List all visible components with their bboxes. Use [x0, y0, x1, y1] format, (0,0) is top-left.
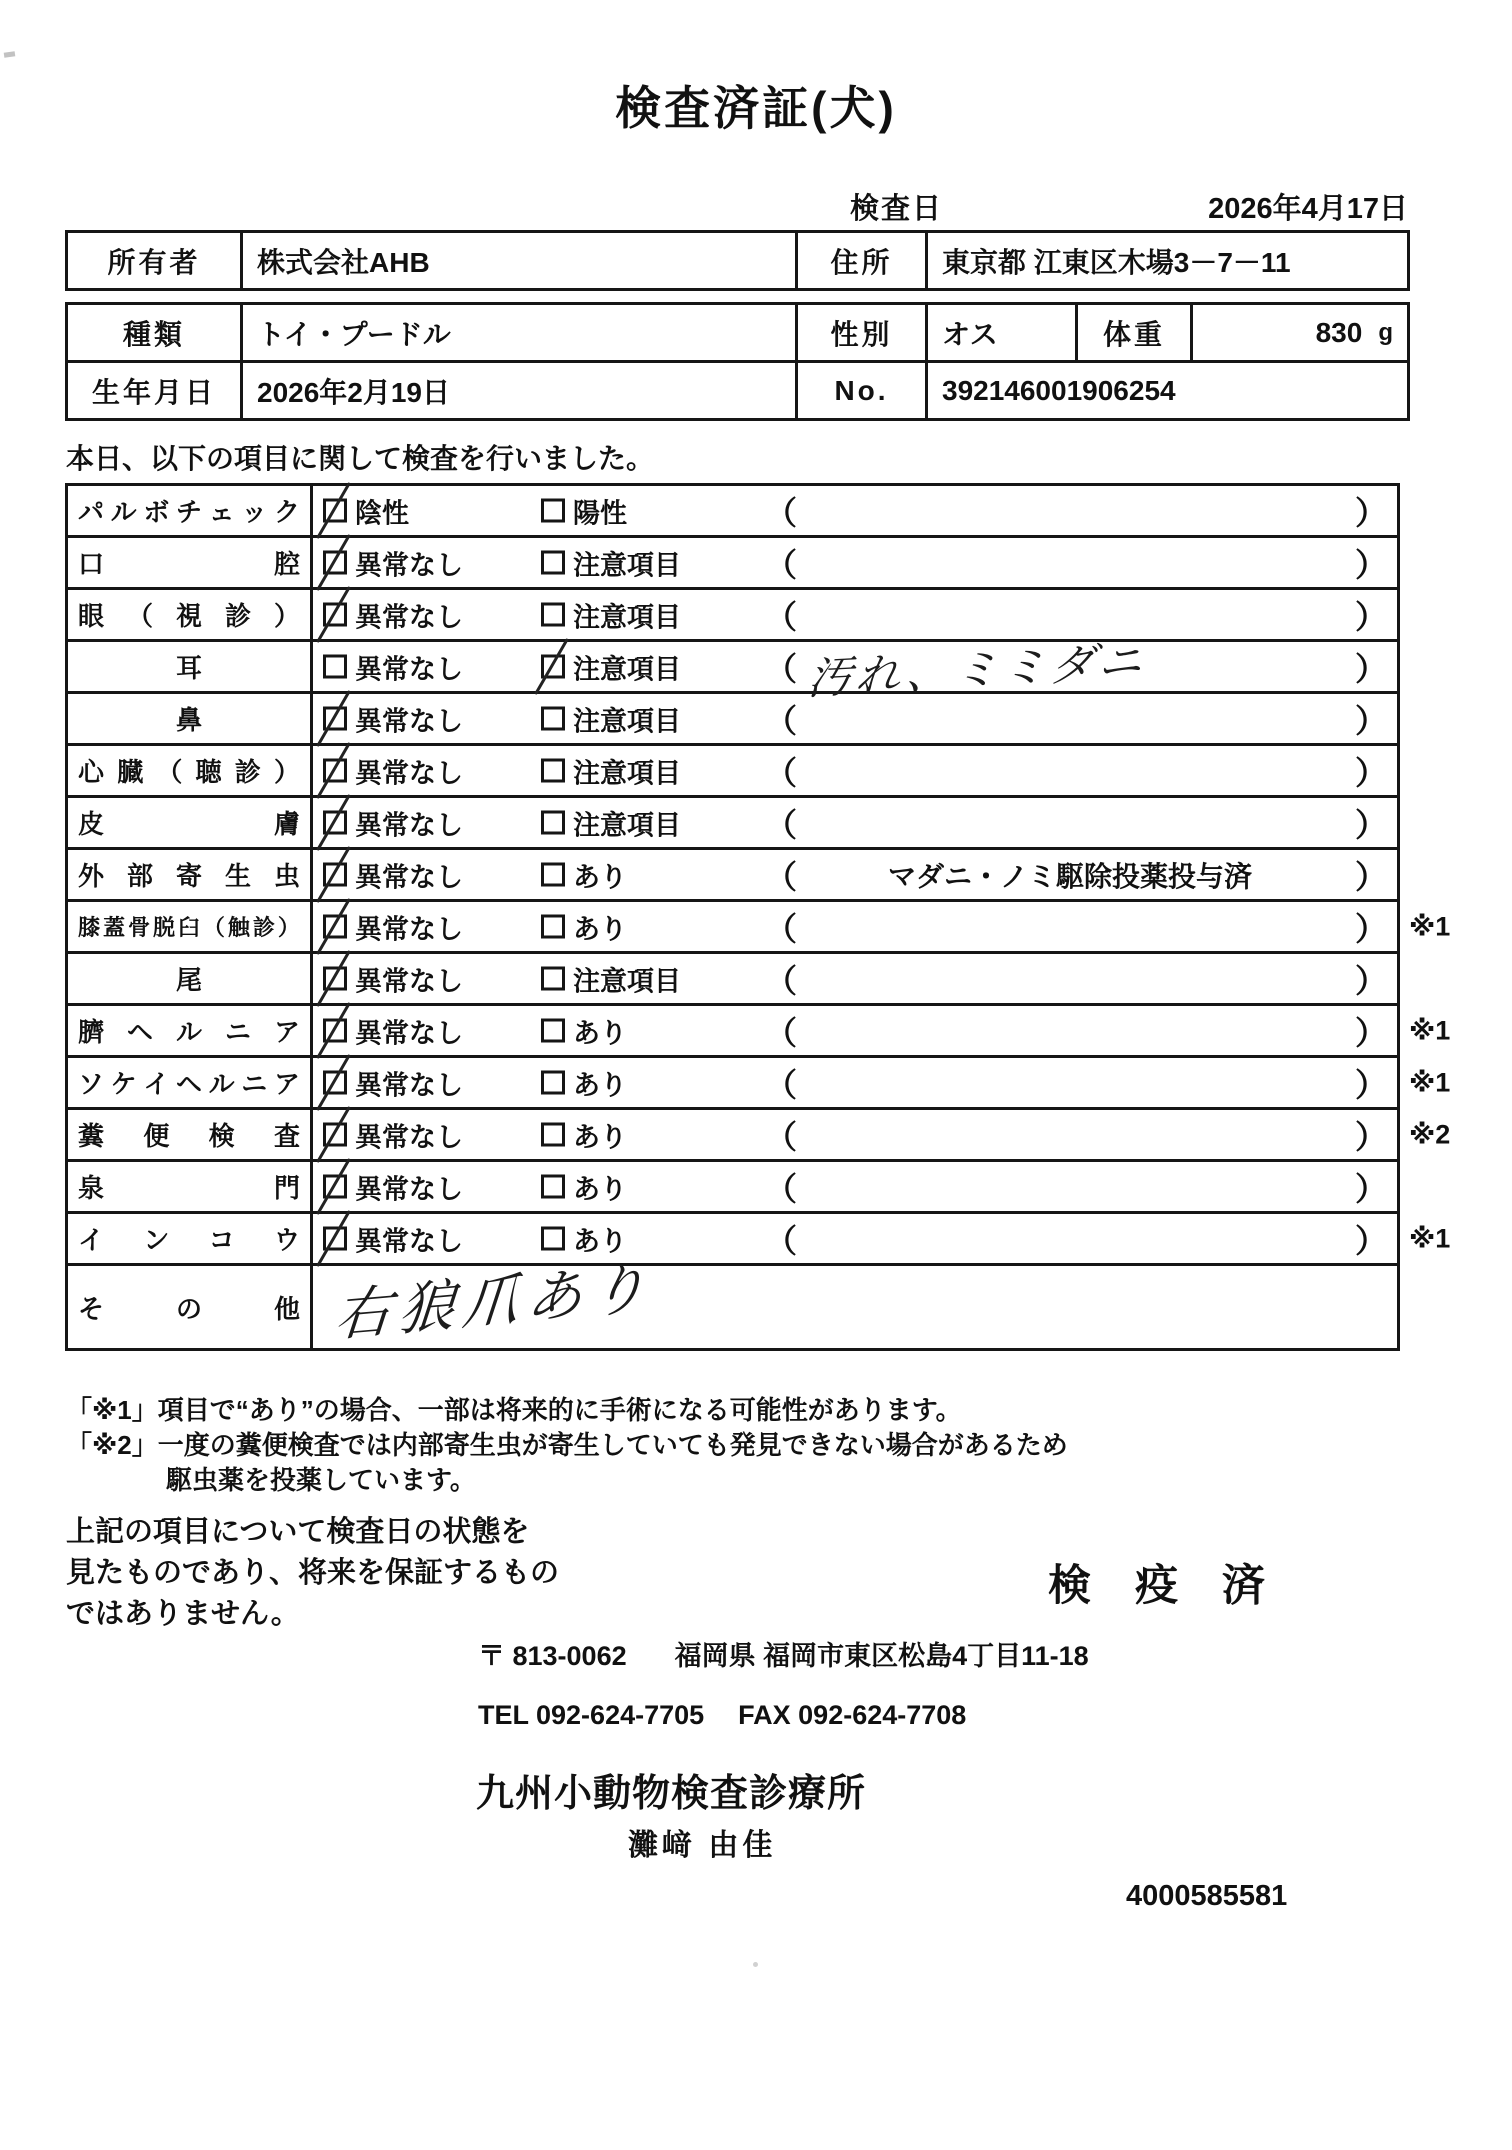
checkbox	[541, 707, 565, 731]
checkbox-checked	[323, 1175, 347, 1199]
paren-close: ）	[1354, 650, 1387, 687]
checkbox-checked	[323, 915, 347, 939]
checkbox	[541, 1019, 565, 1043]
item-char: 聴	[195, 757, 222, 787]
checkbox-unchecked	[541, 1175, 565, 1199]
item-char: 蓋	[102, 915, 125, 940]
checkbox-option	[541, 647, 681, 686]
checkbox-option	[323, 907, 463, 946]
item-char: 触	[227, 915, 250, 940]
checkbox	[541, 759, 565, 783]
weight-number: 830	[1315, 316, 1363, 348]
item-char: 外	[78, 861, 105, 891]
checkbox-option	[323, 1115, 463, 1154]
footnote-mark: ※2	[1409, 1119, 1451, 1149]
item-char: ）	[273, 601, 300, 631]
option-label: 異常なし	[355, 706, 463, 736]
item-label	[68, 850, 313, 899]
checkbox	[541, 811, 565, 835]
paren-close: ）	[1354, 754, 1387, 791]
checkbox-option	[541, 959, 681, 998]
item-char: ケ	[110, 1069, 137, 1099]
result-cell	[313, 1058, 1397, 1107]
checkbox-option	[323, 543, 463, 582]
result-cell	[313, 1006, 1397, 1055]
disclaimer	[66, 1512, 559, 1635]
option-label: 異常なし	[355, 602, 463, 632]
inspection-row	[68, 1110, 1451, 1162]
item-char: 泉	[78, 1173, 105, 1203]
id-number-value: 392146001906254	[942, 374, 1176, 406]
option-label: あり	[573, 1174, 627, 1204]
checkbox	[323, 655, 347, 679]
checkbox-unchecked	[541, 603, 565, 627]
checkbox	[541, 1071, 565, 1095]
option-label: 異常なし	[355, 1070, 463, 1100]
tel-number: TEL 092-624-7705	[478, 1700, 705, 1730]
item-char: ル	[208, 1069, 235, 1099]
checkbox	[541, 499, 565, 523]
paren-open: （	[765, 806, 798, 843]
option-label: あり	[573, 1070, 627, 1100]
paren-open: （	[765, 754, 798, 791]
exam-date-value: 2026年4月17日	[1208, 193, 1408, 225]
checkbox-option	[323, 855, 463, 894]
item-label	[68, 798, 313, 847]
paren-open: （	[765, 1066, 798, 1103]
exam-date-label: 検査日	[850, 193, 944, 225]
option-label: 注意項目	[573, 706, 681, 736]
item-char: ニ	[224, 1017, 251, 1047]
inspection-row	[68, 954, 1397, 1006]
checkbox-option	[541, 1011, 627, 1050]
disclaimer-line-1: 上記の項目について検査日の状態を	[66, 1516, 530, 1548]
option-label: 注意項目	[573, 810, 681, 840]
option-label: あり	[573, 914, 627, 944]
paren-close: ）	[1354, 806, 1387, 843]
item-char: そ	[78, 1293, 105, 1324]
paren-text: マダニ・ノミ駆除投薬投与済	[887, 860, 1252, 892]
paren-close: ）	[1354, 1014, 1387, 1051]
result-cell	[313, 746, 1397, 795]
species-value: トイ・プードル	[243, 305, 798, 360]
result-cell	[313, 538, 1397, 587]
item-char: 心	[78, 757, 105, 787]
paren-open: （	[765, 1014, 798, 1051]
checkbox-option	[541, 751, 681, 790]
result-cell	[313, 1214, 1397, 1263]
checkbox-unchecked	[541, 707, 565, 731]
sex-value: オス	[928, 305, 1078, 360]
checkbox-checked	[323, 499, 347, 523]
checkbox	[541, 1175, 565, 1199]
checkbox-unchecked	[541, 811, 565, 835]
checkbox-option	[541, 1063, 627, 1102]
item-char: ヘ	[126, 1017, 153, 1047]
exam-date-row	[0, 186, 1512, 225]
paren-close: ）	[1354, 1170, 1387, 1207]
checkbox-checked	[323, 1227, 347, 1251]
item-label	[68, 1006, 313, 1055]
checkbox	[541, 603, 565, 627]
result-cell	[313, 486, 1397, 535]
item-char: 他	[273, 1293, 300, 1324]
inspection-row	[68, 902, 1451, 954]
item-char: コ	[208, 1225, 235, 1255]
item-char: 査	[273, 1121, 300, 1151]
checkbox-option	[541, 491, 627, 530]
item-label	[68, 746, 313, 795]
checkbox-option	[323, 803, 463, 842]
item-char: 診	[252, 915, 275, 940]
item-char: 生	[224, 861, 251, 891]
fax-number: FAX 092-624-7708	[738, 1700, 967, 1730]
item-char: ボ	[143, 497, 170, 527]
option-label: 異常なし	[355, 1174, 463, 1204]
item-char: ウ	[273, 1225, 300, 1255]
result-cell	[313, 590, 1397, 639]
option-label: 異常なし	[355, 1122, 463, 1152]
checkbox-unchecked	[323, 655, 347, 679]
owner-name: 株式会社AHB	[243, 233, 798, 288]
item-char: の	[175, 1293, 202, 1324]
checkbox-option	[541, 803, 681, 842]
checkbox-option	[541, 855, 627, 894]
paren-open: （	[765, 910, 798, 947]
inspection-row	[68, 636, 1397, 706]
item-char: イ	[78, 1225, 105, 1255]
item-char: 糞	[78, 1121, 105, 1151]
checkbox-option	[323, 699, 463, 738]
checkbox-option	[541, 1115, 627, 1154]
checkbox-checked	[541, 655, 565, 679]
item-char: （	[126, 601, 153, 631]
checkbox-checked	[323, 1071, 347, 1095]
checkbox	[541, 551, 565, 575]
option-label: 注意項目	[573, 550, 681, 580]
option-label: 注意項目	[573, 602, 681, 632]
checkbox	[541, 915, 565, 939]
item-char: ェ	[208, 497, 235, 527]
checkbox	[541, 863, 565, 887]
paren-close: ）	[1354, 598, 1387, 635]
item-char: ル	[110, 497, 137, 527]
option-label: 注意項目	[573, 966, 681, 996]
paren-close: ）	[1354, 910, 1387, 947]
checkbox-unchecked	[541, 1123, 565, 1147]
checkbox-option	[323, 595, 463, 634]
item-char: ル	[175, 1017, 202, 1047]
item-char: イ	[143, 1069, 170, 1099]
paren-open: （	[765, 650, 798, 687]
pet-row-1	[68, 305, 1407, 363]
item-char: 眼	[78, 601, 105, 631]
item-char: 尾	[175, 965, 202, 995]
footnote-2: 「※2」一度の糞便検査では内部寄生虫が寄生していても発見できない場合があるため	[66, 1430, 1068, 1460]
option-label: 陰性	[355, 498, 409, 528]
result-cell	[313, 850, 1397, 899]
option-label: 異常なし	[355, 810, 463, 840]
footnote-mark: ※1	[1409, 1223, 1451, 1253]
inspection-row	[68, 1162, 1397, 1214]
owner-table	[65, 230, 1410, 291]
item-char: 膚	[273, 809, 300, 839]
item-label	[68, 642, 313, 691]
page-title: 検査済証(犬)	[615, 82, 897, 134]
address-label: 住所	[798, 233, 928, 288]
item-label	[68, 1058, 313, 1107]
checkbox-option	[323, 1011, 463, 1050]
intro-text: 本日、以下の項目に関して検査を行いました。	[66, 443, 655, 474]
checkbox-unchecked	[541, 499, 565, 523]
checkbox	[541, 1123, 565, 1147]
quarantine-stamp: 検 疫 済	[1048, 1562, 1281, 1610]
clinic-address-line	[478, 1634, 1089, 1673]
inspection-row	[68, 850, 1397, 902]
birthdate-value: 2026年2月19日	[243, 363, 798, 418]
paren-open: （	[765, 858, 798, 895]
inspection-row	[68, 1255, 1397, 1350]
footnote-1: 「※1」項目で“あり”の場合、一部は将来的に手術になる可能性があります。	[66, 1395, 962, 1425]
item-char: 検	[208, 1121, 235, 1151]
owner-label: 所有者	[68, 233, 243, 288]
checkbox-checked	[323, 811, 347, 835]
item-char: 腔	[273, 549, 300, 579]
item-char: 臼	[177, 915, 200, 940]
pet-table	[65, 302, 1410, 421]
footnote-2-continued: 駆虫薬を投薬しています。	[166, 1465, 476, 1495]
item-char: ）	[277, 915, 300, 940]
item-char: 膝	[78, 915, 101, 940]
checkbox-checked	[323, 707, 347, 731]
item-char: ニ	[241, 1069, 268, 1099]
checkbox-unchecked	[541, 915, 565, 939]
checkbox-option	[323, 647, 463, 686]
inspection-row	[68, 1214, 1451, 1266]
item-char: ソ	[78, 1069, 105, 1099]
footnote-mark: ※1	[1409, 1015, 1451, 1045]
paren-close: ）	[1354, 858, 1387, 895]
item-label	[68, 1110, 313, 1159]
option-label: 陽性	[573, 498, 627, 528]
veterinarian-name: 灘﨑 由佳	[628, 1829, 777, 1862]
paren-close: ）	[1354, 962, 1387, 999]
checkbox-option	[323, 959, 463, 998]
checkbox-option	[541, 595, 681, 634]
result-cell	[313, 954, 1397, 1003]
inspection-row	[68, 694, 1397, 746]
clinic-phone-line	[478, 1700, 966, 1731]
weight-label: 体重	[1078, 305, 1193, 360]
weight-value	[1193, 305, 1407, 360]
paren-open: （	[765, 1222, 798, 1259]
result-cell	[313, 798, 1397, 847]
option-label: 注意項目	[573, 758, 681, 788]
item-label	[68, 902, 313, 951]
checkbox-option	[323, 751, 463, 790]
checkbox-unchecked	[541, 759, 565, 783]
paren-close: ）	[1354, 1066, 1387, 1103]
checkbox-unchecked	[541, 1071, 565, 1095]
option-label: 異常なし	[355, 550, 463, 580]
pet-row-2	[68, 363, 1407, 418]
paren-open: （	[765, 1118, 798, 1155]
item-char: ッ	[241, 497, 268, 527]
checkbox-unchecked	[541, 863, 565, 887]
result-cell	[313, 1110, 1397, 1159]
inspection-row	[68, 1058, 1451, 1110]
option-label: あり	[573, 862, 627, 892]
paren-open: （	[765, 546, 798, 583]
option-label: 異常なし	[355, 1226, 463, 1256]
serial-number: 4000585581	[1126, 1880, 1288, 1912]
id-number-label: No.	[798, 363, 928, 418]
checkbox-option	[323, 491, 409, 530]
inspection-row	[68, 1006, 1451, 1058]
item-char: （	[156, 757, 183, 787]
checkbox-checked	[323, 863, 347, 887]
item-char: パ	[78, 497, 105, 527]
item-label	[68, 694, 313, 743]
item-char: 脱	[152, 915, 175, 940]
checkbox-unchecked	[541, 1019, 565, 1043]
option-label: あり	[573, 1122, 627, 1152]
checkbox-unchecked	[541, 1227, 565, 1251]
paren-open: （	[765, 598, 798, 635]
checkbox-option	[323, 1063, 463, 1102]
disclaimer-line-2: 見たものであり、将来を保証するもの	[66, 1557, 560, 1589]
item-label	[68, 486, 313, 535]
checkbox-checked	[323, 1019, 347, 1043]
item-label	[68, 1266, 313, 1348]
disclaimer-line-3: ではありません。	[66, 1598, 300, 1630]
inspection-row	[68, 798, 1397, 850]
checkbox-option	[541, 907, 627, 946]
item-char: （	[202, 915, 225, 940]
item-char: 診	[234, 757, 261, 787]
paren-close: ）	[1354, 494, 1387, 531]
inspection-row	[68, 538, 1397, 590]
item-char: 皮	[78, 809, 105, 839]
item-char: 便	[143, 1121, 170, 1151]
result-cell	[313, 1162, 1397, 1211]
postal-code: 〒 813-0062	[478, 1641, 627, 1671]
checkbox	[541, 967, 565, 991]
paren-open: （	[765, 494, 798, 531]
footnotes	[66, 1393, 1068, 1498]
checkbox-checked	[323, 603, 347, 627]
paren-open: （	[765, 1170, 798, 1207]
checkbox-option	[323, 1167, 463, 1206]
item-char: 骨	[127, 915, 150, 940]
paren-close: ）	[1354, 702, 1387, 739]
species-label: 種類	[68, 305, 243, 360]
paren-close: ）	[1354, 1222, 1387, 1259]
item-char: 診	[224, 601, 251, 631]
option-label: 異常なし	[355, 862, 463, 892]
item-char: 門	[273, 1173, 300, 1203]
checkbox-checked	[323, 1123, 347, 1147]
item-char: 部	[126, 861, 153, 891]
option-label: 注意項目	[573, 654, 681, 684]
paren-open: （	[765, 702, 798, 739]
paren-close: ）	[1354, 546, 1387, 583]
option-label: 異常なし	[355, 914, 463, 944]
handwritten-note: 右狼爪あり	[332, 1255, 657, 1350]
result-cell	[313, 636, 1397, 706]
option-label: 異常なし	[355, 966, 463, 996]
checkbox-option	[541, 543, 681, 582]
clinic-address: 福岡県 福岡市東区松島4丁目11-18	[674, 1641, 1089, 1671]
weight-unit: g	[1378, 318, 1393, 346]
item-char: 臍	[78, 1017, 105, 1047]
option-label: あり	[573, 1018, 627, 1048]
item-char: 臓	[117, 757, 144, 787]
inspection-row	[68, 590, 1397, 642]
item-char: 寄	[175, 861, 202, 891]
item-char: ）	[273, 757, 300, 787]
checkbox	[541, 1227, 565, 1251]
checkbox-option	[323, 1219, 463, 1258]
paren-close: ）	[1354, 1118, 1387, 1155]
option-label: 異常なし	[355, 654, 463, 684]
item-char: 虫	[273, 861, 300, 891]
result-cell	[313, 1255, 1397, 1350]
sex-label: 性別	[798, 305, 928, 360]
checkbox-option	[541, 699, 681, 738]
option-label: 異常なし	[355, 1018, 463, 1048]
item-char: ア	[273, 1069, 300, 1099]
item-char: ア	[273, 1017, 300, 1047]
owner-address: 東京都 江東区木場3－7－11	[942, 246, 1291, 278]
checkbox-unchecked	[541, 551, 565, 575]
scan-artifact	[753, 1962, 758, 1967]
paren-open: （	[765, 962, 798, 999]
item-char: チ	[175, 497, 202, 527]
handwritten-note: 汚れ、ミミダニ	[805, 636, 1149, 706]
result-cell	[313, 902, 1397, 951]
item-label	[68, 538, 313, 587]
item-char: ク	[273, 497, 300, 527]
checkbox-checked	[323, 551, 347, 575]
item-label	[68, 590, 313, 639]
footnote-mark: ※1	[1409, 911, 1451, 941]
inspection-row	[68, 486, 1397, 538]
option-label: 異常なし	[355, 758, 463, 788]
footnote-mark: ※1	[1409, 1067, 1451, 1097]
item-label	[68, 1214, 313, 1263]
item-char: ヘ	[175, 1069, 202, 1099]
clinic-name: 九州小動物検査診療所	[476, 1773, 867, 1815]
scan-artifact	[4, 51, 16, 57]
item-label	[68, 1162, 313, 1211]
item-char: 視	[175, 601, 202, 631]
option-label: あり	[573, 1226, 627, 1256]
birthdate-label: 生年月日	[68, 363, 243, 418]
item-char: 耳	[175, 653, 202, 683]
item-char: ン	[143, 1225, 170, 1255]
checkbox-unchecked	[541, 967, 565, 991]
checkbox-option	[541, 1167, 627, 1206]
checkbox-checked	[323, 759, 347, 783]
item-char: 鼻	[175, 705, 202, 735]
checkbox-checked	[323, 967, 347, 991]
item-char: 口	[78, 549, 105, 579]
item-label	[68, 954, 313, 1003]
inspection-table	[65, 483, 1451, 1351]
inspection-row	[68, 746, 1397, 798]
